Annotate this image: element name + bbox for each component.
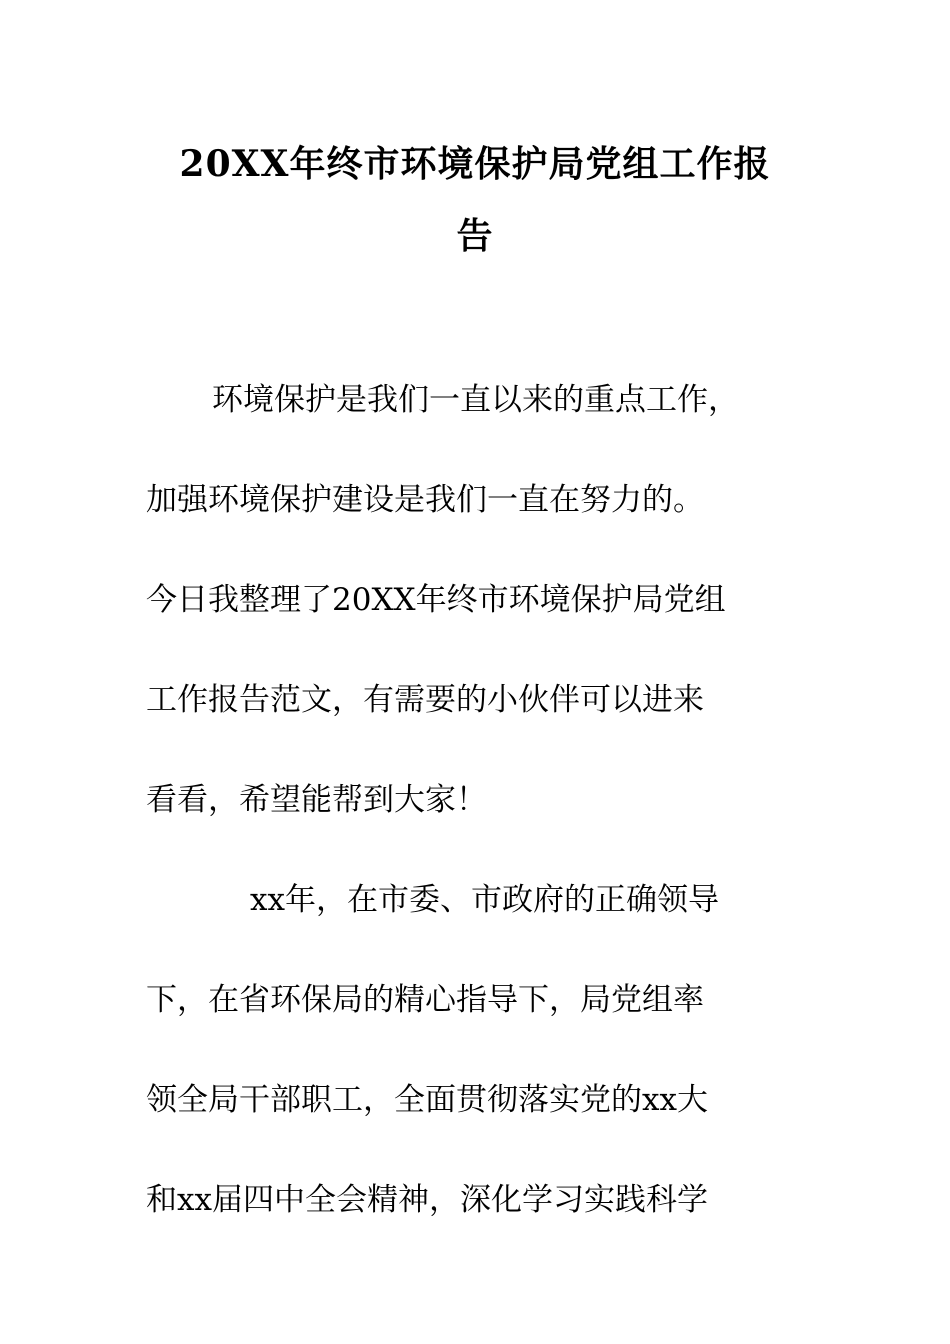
intro-paragraph <box>146 350 806 850</box>
body-paragraph <box>146 850 806 1250</box>
paragraph-line: 下，在省环保局的精心指导下，局党组率 <box>146 982 704 1018</box>
paragraph-line: 看看，希望能帮到大家！ <box>146 782 487 818</box>
paragraph-line: 和xx届四中全会精神，深化学习实践科学 <box>146 1182 708 1218</box>
paragraph-line: 今日我整理了20XX年终市环境保护局党组 <box>146 582 726 618</box>
title-line: 告 <box>456 215 494 257</box>
paragraph-line: 环境保护是我们一直以来的重点工作， <box>212 382 739 418</box>
paragraph-line: 工作报告范文，有需要的小伙伴可以进来 <box>146 682 704 718</box>
paragraph-line: xx年，在市委、市政府的正确领导 <box>250 882 719 918</box>
title-line: 20XX年终市环境保护局党组工作报 <box>179 143 771 185</box>
document-title <box>140 128 810 272</box>
paragraph-line: 领全局干部职工，全面贯彻落实党的xx大 <box>146 1082 708 1118</box>
paragraph-line: 加强环境保护建设是我们一直在努力的。 <box>146 482 704 518</box>
